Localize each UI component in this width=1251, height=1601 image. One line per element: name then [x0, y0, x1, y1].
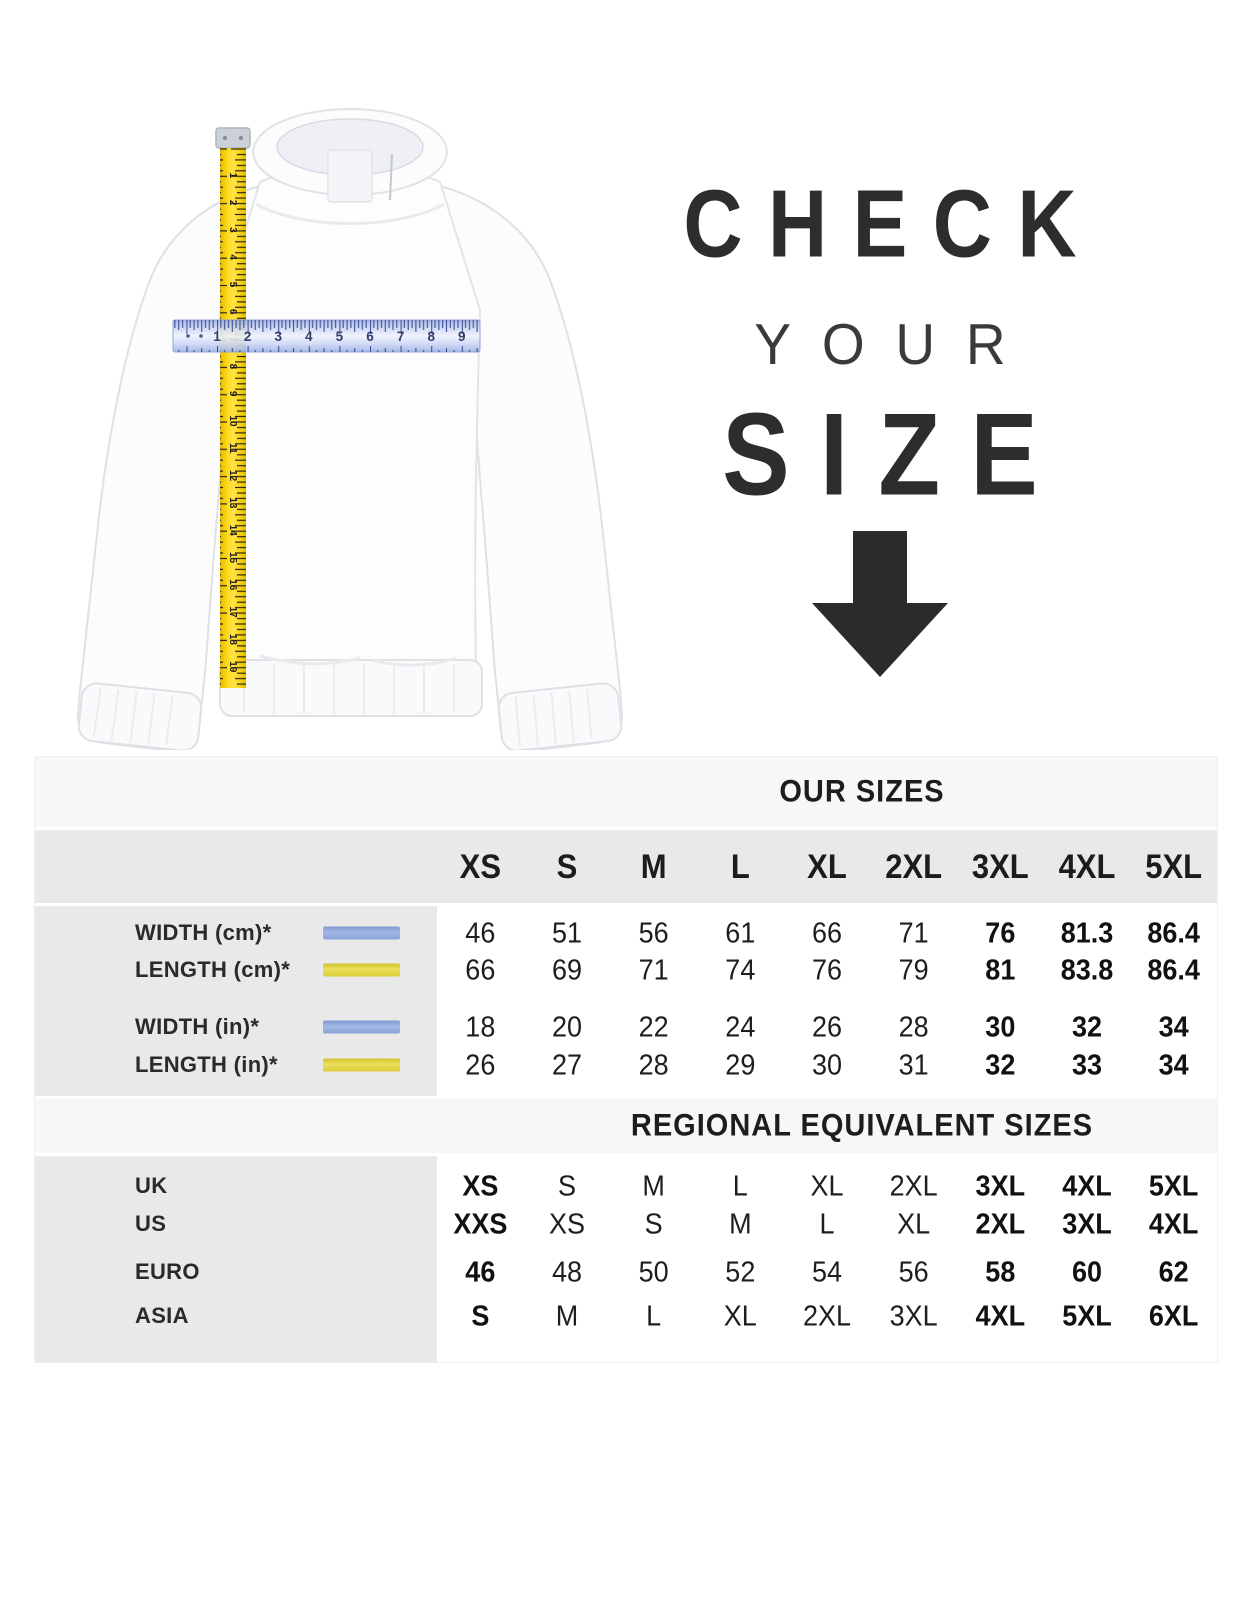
size-cell: L: [732, 1169, 748, 1202]
row-label: US: [135, 1211, 167, 1236]
ruler-number: 6: [366, 329, 374, 344]
size-cell: 58: [985, 1255, 1016, 1288]
row-label: EURO: [135, 1259, 200, 1284]
size-cell: 30: [811, 1048, 843, 1081]
size-cell: XS: [548, 1207, 585, 1240]
size-cell: 51: [551, 916, 583, 949]
size-cell: XS: [462, 1169, 499, 1202]
ruler-number: 9: [458, 329, 466, 344]
size-cell: 56: [898, 1255, 929, 1288]
size-cell: L: [819, 1207, 835, 1240]
size-cell: 4XL: [1062, 1169, 1112, 1202]
size-cell: 46: [465, 1255, 496, 1288]
row-label: LENGTH (in)*: [135, 1052, 278, 1077]
size-cell: 46: [465, 916, 496, 949]
blue-measure-swatch: [323, 927, 400, 940]
size-cell: 61: [725, 916, 756, 949]
size-cell: 3XL: [1062, 1207, 1112, 1240]
column-header: 5XL: [1145, 846, 1203, 886]
column-header: S: [556, 846, 578, 886]
table-row: [35, 1253, 1217, 1291]
size-cell: 20: [551, 1010, 583, 1043]
size-cell: 66: [465, 953, 496, 986]
size-cell: 52: [725, 1255, 756, 1288]
sweatshirt-waistband: [220, 656, 482, 716]
tape-number: 2: [227, 199, 238, 206]
size-cell: 34: [1158, 1010, 1189, 1043]
tape-number: 12: [227, 470, 238, 482]
row-label: WIDTH (cm)*: [135, 920, 272, 945]
size-cell: 81: [985, 953, 1016, 986]
size-cell: 2XL: [802, 1299, 852, 1332]
size-cell: 33: [1071, 1048, 1103, 1081]
ruler-number: 4: [305, 329, 313, 344]
sweatshirt-torso: [220, 170, 480, 665]
size-cell: 50: [638, 1255, 669, 1288]
size-cell: 60: [1071, 1255, 1103, 1288]
our-sizes-header-bar: [35, 757, 1217, 827]
size-cell: 54: [811, 1255, 843, 1288]
size-cell: 3XL: [889, 1299, 938, 1332]
tape-number: 1: [227, 172, 238, 179]
size-table: [35, 757, 1217, 1362]
ruler-number: 3: [274, 329, 282, 344]
sweatshirt-illustration: [60, 100, 640, 750]
size-cell: 26: [465, 1048, 496, 1081]
measurements-panel: [35, 906, 1217, 1096]
tape-number: 14: [227, 524, 238, 536]
size-cell: 5XL: [1148, 1169, 1199, 1202]
hero-title-check: CHECK: [683, 171, 1103, 278]
size-cell: S: [644, 1207, 663, 1240]
hero-title-size: SIZE: [722, 389, 1068, 520]
column-header: M: [640, 846, 667, 886]
ruler-number: 7: [396, 329, 405, 344]
size-cell: 27: [551, 1048, 583, 1081]
size-cell: 2XL: [975, 1207, 1026, 1240]
column-header: 3XL: [971, 846, 1029, 886]
size-cell: 74: [725, 953, 756, 986]
table-row: [35, 1297, 1217, 1335]
column-header: 4XL: [1058, 846, 1116, 886]
size-cell: 18: [465, 1010, 496, 1043]
table-row: [35, 914, 1217, 952]
tape-number: 6: [227, 309, 238, 315]
size-cell: 24: [725, 1010, 756, 1043]
down-arrow-icon: [812, 531, 948, 677]
measuring-tape-vertical: [216, 128, 250, 688]
regional-header-bar: [35, 1099, 1217, 1153]
neck-label: [328, 150, 372, 202]
column-header: L: [730, 846, 750, 886]
our-sizes-title: OUR SIZES: [779, 773, 945, 810]
size-cell: 79: [898, 953, 929, 986]
size-cell: 86.4: [1147, 953, 1200, 986]
tape-number: 19: [227, 661, 238, 673]
regional-title: REGIONAL EQUIVALENT SIZES: [630, 1107, 1094, 1144]
size-cell: M: [729, 1207, 752, 1240]
ruler-horizontal: [173, 320, 480, 352]
regional-panel: [35, 1156, 1217, 1362]
size-columns-header: [35, 830, 1217, 903]
size-cell: 22: [638, 1010, 669, 1043]
row-label: UK: [135, 1173, 168, 1198]
size-cell: 76: [811, 953, 843, 986]
column-header: XS: [459, 846, 501, 886]
size-cell: 6XL: [1148, 1299, 1199, 1332]
table-row: [35, 1167, 1217, 1205]
size-cell: 2XL: [889, 1169, 938, 1202]
tape-number: 16: [227, 579, 238, 591]
size-cell: 62: [1158, 1255, 1189, 1288]
size-cell: XL: [810, 1169, 844, 1202]
size-cell: 83.8: [1060, 953, 1114, 986]
size-cell: XXS: [453, 1207, 508, 1240]
size-cell: 32: [1071, 1010, 1103, 1043]
column-header: 2XL: [885, 846, 943, 886]
tape-number: 11: [227, 443, 238, 454]
size-cell: 76: [985, 916, 1016, 949]
size-cell: 48: [551, 1255, 583, 1288]
size-cell: 66: [811, 916, 843, 949]
table-row: [35, 1008, 1217, 1046]
yellow-measure-swatch: [323, 1059, 400, 1072]
hero-title-your: YOUR: [754, 311, 1037, 377]
size-cell: 71: [898, 916, 929, 949]
size-cell: 81.3: [1060, 916, 1114, 949]
row-label: ASIA: [135, 1303, 189, 1328]
size-cell: 30: [985, 1010, 1016, 1043]
size-cell: XL: [723, 1299, 757, 1332]
size-cell: 56: [638, 916, 669, 949]
row-label: WIDTH (in)*: [135, 1014, 260, 1039]
size-cell: S: [471, 1299, 490, 1332]
size-cell: 29: [725, 1048, 756, 1081]
ruler-number: 2: [243, 329, 252, 344]
tape-number: 18: [227, 633, 238, 645]
size-cell: 31: [898, 1048, 929, 1081]
tape-number: 10: [227, 415, 238, 427]
size-cell: 34: [1158, 1048, 1189, 1081]
row-label: LENGTH (cm)*: [135, 957, 291, 982]
size-cell: M: [642, 1169, 665, 1202]
ruler-number: 8: [427, 329, 435, 344]
blue-measure-swatch: [323, 1021, 400, 1034]
yellow-measure-swatch: [323, 964, 400, 977]
ruler-number: 1: [213, 329, 221, 344]
tape-number: 3: [227, 227, 238, 233]
tape-number: 17: [227, 606, 238, 618]
tape-number: 15: [227, 551, 238, 564]
size-cell: M: [555, 1299, 579, 1332]
size-cell: 32: [985, 1048, 1016, 1081]
tape-number: 4: [227, 254, 238, 260]
size-cell: 86.4: [1147, 916, 1200, 949]
size-cell: 5XL: [1062, 1299, 1112, 1332]
size-cell: 28: [898, 1010, 929, 1043]
size-cell: XL: [897, 1207, 931, 1240]
table-row: [35, 951, 1217, 989]
size-cell: S: [557, 1169, 576, 1202]
size-cell: 69: [551, 953, 583, 986]
column-header: XL: [807, 846, 847, 886]
tape-number: 13: [227, 497, 238, 509]
tape-number: 9: [227, 390, 238, 397]
tape-number: 8: [227, 363, 238, 370]
size-cell: 71: [638, 953, 669, 986]
table-row: [35, 1046, 1217, 1084]
table-row: [35, 1205, 1217, 1243]
ruler-number: 5: [335, 329, 344, 344]
size-cell: 28: [638, 1048, 669, 1081]
size-cell: 3XL: [975, 1169, 1026, 1202]
size-cell: 26: [811, 1010, 843, 1043]
size-cell: 4XL: [975, 1299, 1026, 1332]
size-cell: 4XL: [1148, 1207, 1199, 1240]
tape-number: 5: [227, 281, 238, 288]
size-cell: L: [646, 1299, 662, 1332]
